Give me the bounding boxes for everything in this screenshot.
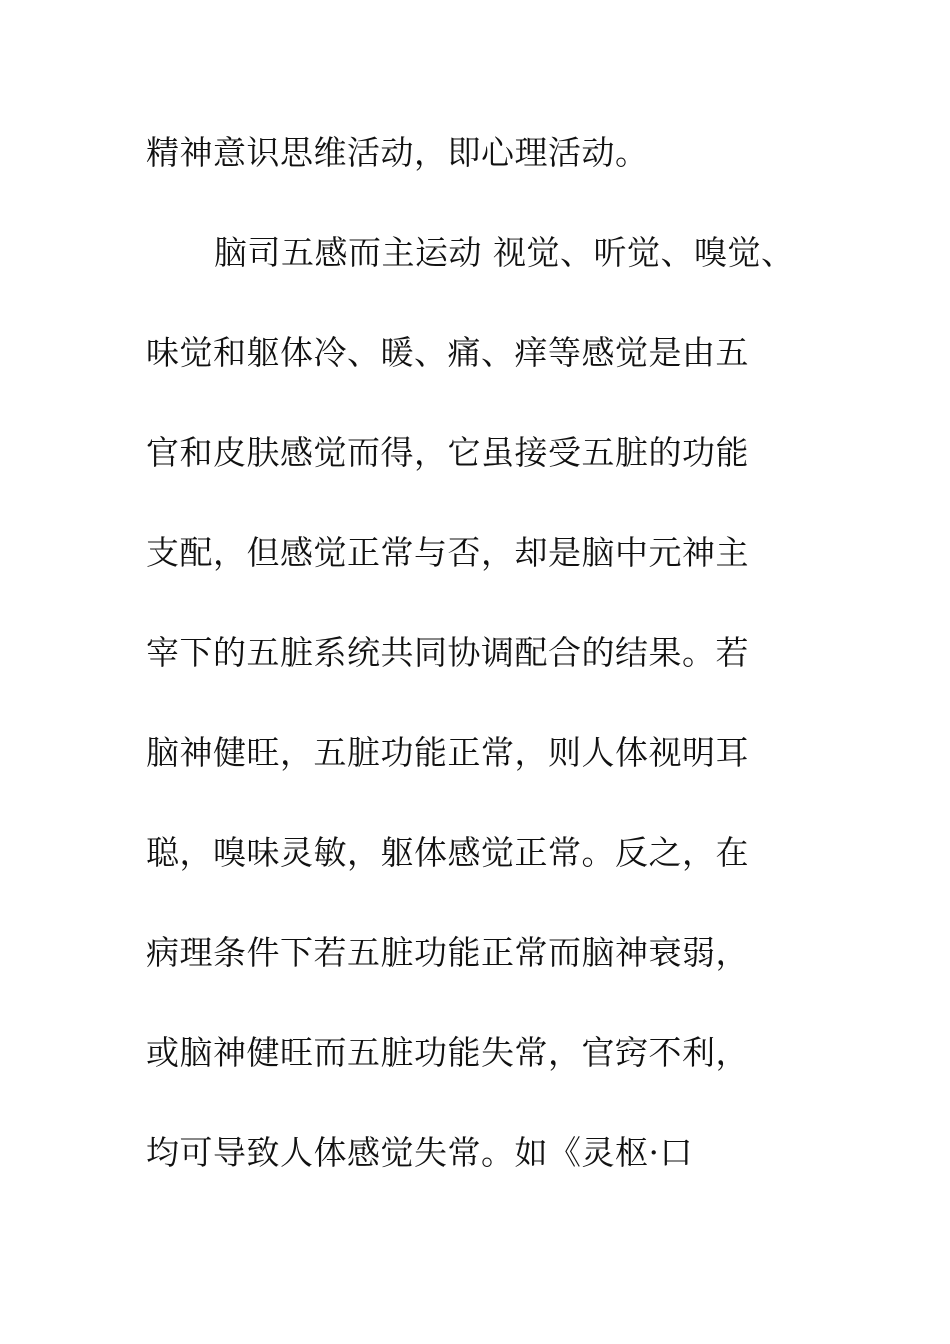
text-line: 支配，但感觉正常与否，却是脑中元神主 <box>146 533 749 572</box>
text-line: 味觉和躯体冷、暖、痛、痒等感觉是由五 <box>146 333 749 372</box>
text-line: 或脑神健旺而五脏功能失常，官窍不利， <box>146 1033 749 1072</box>
text-line: 官和皮肤感觉而得，它虽接受五脏的功能 <box>146 433 749 472</box>
paragraph-first-line: 脑司五感而主运动 视觉、听觉、嗅觉、 <box>214 233 795 272</box>
text-line: 脑神健旺，五脏功能正常，则人体视明耳 <box>146 733 749 772</box>
text-line: 均可导致人体感觉失常。如《灵枢·口 <box>146 1133 693 1172</box>
text-line: 精神意识思维活动，即心理活动。 <box>146 133 649 172</box>
text-line: 病理条件下若五脏功能正常而脑神衰弱， <box>146 933 749 972</box>
text-line: 宰下的五脏系统共同协调配合的结果。若 <box>146 633 749 672</box>
text-line: 聪，嗅味灵敏，躯体感觉正常。反之，在 <box>146 833 749 872</box>
